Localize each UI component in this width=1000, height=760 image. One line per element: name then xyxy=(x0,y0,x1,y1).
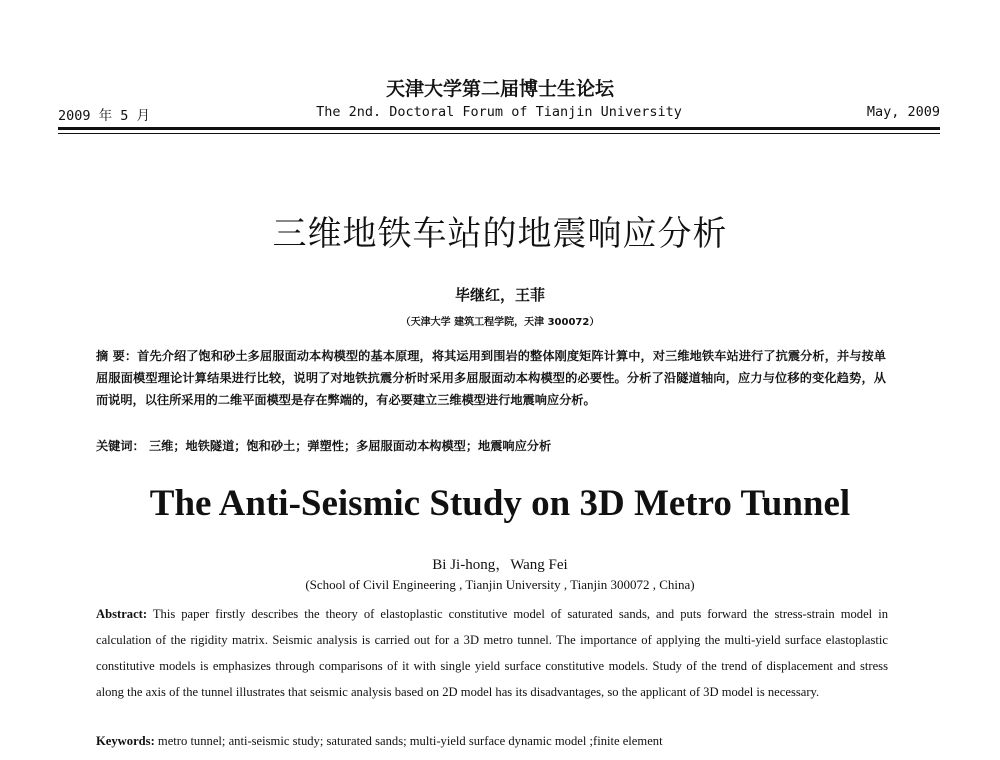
abstract-en xyxy=(96,601,888,705)
authors-en: Bi Ji-hong，Wang Fei xyxy=(432,557,568,573)
running-header xyxy=(58,104,940,126)
affiliation-en: (School of Civil Engineering , Tianjin University , Tianjin 300072 , China) xyxy=(305,577,695,592)
authors-cn: 毕继红，王菲 xyxy=(454,286,545,304)
header-date-en: May, 2009 xyxy=(866,104,940,120)
forum-title-en: The 2nd. Doctoral Forum of Tianjin University xyxy=(316,104,682,120)
abstract-cn-label: 摘 要： xyxy=(96,349,138,363)
affiliation-cn: （天津大学 建筑工程学院，天津 300072） xyxy=(400,317,600,328)
forum-title-cn: 天津大学第二届博士生论坛 xyxy=(385,78,614,100)
keywords-en-text: metro tunnel; anti-seismic study; saturated sands; multi-yield surface dynamic model ;finite element xyxy=(154,734,663,748)
header-rule-thick xyxy=(58,127,940,130)
keywords-cn-label: 关键词： xyxy=(96,439,145,453)
keywords-en-label: Keywords: xyxy=(96,734,155,748)
abstract-en-label: Abstract: xyxy=(96,607,148,621)
header-date-cn: 2009 年 5 月 xyxy=(58,108,151,124)
keywords-cn-text: 三维；地铁隧道；饱和砂土；弹塑性；多屈服面动本构模型；地震响应分析 xyxy=(144,439,552,453)
abstract-cn xyxy=(96,345,886,411)
abstract-cn-text: 首先介绍了饱和砂土多屈服面动本构模型的基本原理，将其运用到围岩的整体刚度矩阵计算中，对三维地铁车站进行了抗震分析，并与按单屈服面模型理论计算结果进行比较，说明了对地铁抗震分析时采用多屈服面动本构模型的必要性。分析了沿隧道轴向，应力与位移的变化趋势，从而说明，以往所采用的二维平面模型是存在弊端的，有必要建立三维模型进行地震响应分析。 xyxy=(96,349,886,407)
abstract-en-text: This paper firstly describes the theory of elastoplastic constitutive model of saturated sands, and puts forward the stress-strain model in calculation of the rigidity matrix. Seismic analysis is carried out for a 3D metro tunnel. The importance of applying the multi-yield surface elastoplastic constitutive models is emphasizes through comparisons of it with single yield surface constitutive models. Study of the trend of displacement and stress along the axis of the tunnel illustrates that seismic analysis based on 2D model has its disadvantages, so the applicant of 3D model is necessary. xyxy=(96,607,888,699)
keywords-en xyxy=(96,734,888,749)
paper-title-en: The Anti-Seismic Study on 3D Metro Tunnel xyxy=(149,483,851,524)
paper-title-cn: 三维地铁车站的地震响应分析 xyxy=(272,214,728,254)
keywords-cn xyxy=(96,437,886,454)
header-rule-thin xyxy=(58,133,940,134)
